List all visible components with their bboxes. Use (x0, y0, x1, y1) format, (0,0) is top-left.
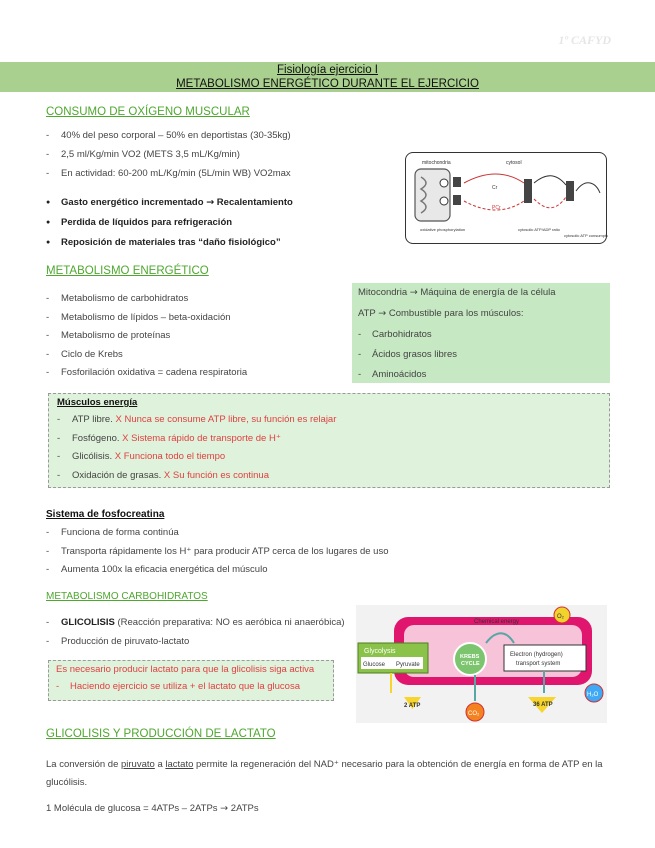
atp2-label: 2 ATP (404, 703, 421, 709)
list-item: - ATP libre. X Nunca se consume ATP libre, su función es relajar (57, 414, 609, 433)
phospho-list (46, 527, 388, 583)
list-item: - Transporta rápidamente los H⁺ para producir ATP cerca de los lugares de uso (46, 546, 388, 565)
co2-label: CO₂ (468, 711, 480, 717)
cyto-ck-block (524, 179, 532, 203)
energy-pathway-diagram (356, 605, 607, 723)
flux-arrow (576, 183, 600, 193)
arrow-icon: → (378, 308, 387, 319)
page-tag: 1º CAFYD (558, 33, 611, 47)
diagram-label-mito: mitochondria (422, 160, 451, 166)
list-item: - Carbohidratos (358, 329, 610, 349)
glyco-lactate-heading: GLICOLISIS Y PRODUCCIÓN DE LACTATO (46, 728, 276, 740)
krebs-label: KREBS (460, 654, 480, 660)
list-item: - Aminoácidos (358, 369, 610, 389)
glyco-paragraph: La conversión de piruvato a lactato permite la regeneración del NAD⁺ necesario para la obtención de energía en forma de ATP en la glucólisis. (46, 759, 603, 788)
mitochondria-panel (352, 283, 610, 383)
oxygen-bullets (46, 197, 293, 257)
oxygen-heading: CONSUMO DE OXÍGENO MUSCULAR (46, 106, 250, 118)
list-item: - En actividad: 60-200 mL/Kg/min (5L/min WB) VO2max (46, 168, 291, 187)
glucose-equation: 1 Molécula de glucosa = 4ATPs – 2ATPs → 2ATPs (46, 803, 259, 814)
lactate-box (48, 660, 334, 701)
fuel-list (358, 329, 610, 389)
shuttle-diagram-svg (406, 153, 608, 245)
list-item: - GLICOLISIS (Reacción preparativa: NO es aeróbica ni anaeróbica) (46, 617, 345, 636)
list-item: - Metabolismo de lípidos – beta-oxidación (46, 312, 247, 331)
pcr-label: PCr (492, 205, 501, 211)
title-band (0, 62, 655, 92)
list-item: - Ácidos grasos libres (358, 349, 610, 369)
caption-consumption: cytosolic ATP consumption (564, 233, 608, 238)
metabolism-list (46, 293, 247, 386)
list-item: - Fosfógeno. X Sistema rápido de transporte de H⁺ (57, 433, 609, 452)
atp36-label: 36 ATP (533, 702, 553, 708)
list-item: - Metabolismo de carbohidratos (46, 293, 247, 312)
phospho-heading: Sistema de fosfocreatina (46, 509, 165, 520)
muscles-energy-box (48, 393, 610, 488)
carrier-circle (440, 179, 448, 187)
list-item: - Ciclo de Krebs (46, 349, 247, 368)
cycle-label: CYCLE (461, 661, 480, 667)
chemical-energy-label: Chemical energy (474, 619, 520, 625)
title-line-1: Fisiología ejercicio I (277, 64, 378, 76)
oxygen-list (46, 130, 291, 187)
mito-line-2: ATP → Combustible para los músculos: (358, 308, 524, 319)
list-item: - Fosforilación oxidativa = cadena respiratoria (46, 367, 247, 386)
title-line-2: METABOLISMO ENERGÉTICO DURANTE EL EJERCICIO (176, 78, 479, 90)
carrier-circle (440, 197, 448, 205)
lactate-line-1: Es necesario producir lactato para que la glicolisis siga activa (56, 664, 315, 675)
caption-oxphos: oxidative phosphorylation (420, 227, 466, 232)
etc-box (504, 645, 586, 671)
list-item: - Aumenta 100x la eficacia energética del músculo (46, 564, 388, 583)
pathway-svg (356, 605, 607, 723)
atpase-block (566, 181, 574, 201)
list-item: - 40% del peso corporal – 50% en deportistas (30-35kg) (46, 130, 291, 149)
flux-arrow (534, 176, 566, 185)
list-item: - Producción de piruvato-lactato (46, 636, 345, 655)
carbs-heading: METABOLISMO CARBOHIDRATOS (46, 591, 208, 602)
glucose-label: Glucose (363, 662, 386, 668)
atp-pcr-shuttle-diagram (405, 152, 607, 244)
mito-ck-block (453, 195, 461, 205)
caption-ratio: cytosolic ATP/ADP ratio (518, 227, 560, 232)
list-item: - Glicólisis. X Funciona todo el tiempo (57, 451, 609, 470)
carbs-list (46, 617, 345, 655)
bullet-item: ● Gasto energético incrementado → Recalentamiento (46, 197, 293, 217)
list-item: - Oxidación de grasas. X Su función es continua (57, 470, 609, 489)
arrow-icon: → (409, 287, 418, 298)
list-item: - Metabolismo de proteínas (46, 330, 247, 349)
list-item: - Funciona de forma continúa (46, 527, 388, 546)
etc-label-2: transport system (516, 661, 561, 667)
muscles-energy-list (57, 414, 609, 488)
glycolysis-label: Glycolysis (364, 648, 396, 655)
o2-label: O₂ (557, 614, 564, 620)
pyruvate-label: Pyruvate (396, 662, 420, 668)
muscles-energy-heading: Músculos energía (57, 397, 138, 408)
lactate-line-2: - Haciendo ejercicio se utiliza + el lactato que la glucosa (56, 681, 333, 692)
metabolism-heading: METABOLISMO ENERGÉTICO (46, 265, 209, 277)
diagram-label-cytosol: cytosol (506, 160, 522, 166)
h2o-label: H₂O (587, 692, 599, 698)
bullet-item: ● Reposición de materiales tras “daño fisiológico” (46, 237, 293, 257)
bullet-item: ● Perdida de líquidos para refrigeración (46, 217, 293, 237)
flux-arrow (534, 197, 566, 208)
mitochondrion-shape (415, 169, 450, 221)
mito-ck-block (453, 177, 461, 187)
mito-line-1: Mitocondria → Máquina de energía de la célula (358, 287, 556, 298)
list-item: - 2,5 ml/Kg/min VO2 (METS 3,5 mL/Kg/min) (46, 149, 291, 168)
flux-arrow (464, 174, 524, 183)
arrow-icon: → (220, 803, 229, 814)
cr-label: Cr (492, 185, 498, 191)
etc-label-1: Electron (hydrogen) (510, 652, 563, 658)
arrow-icon: → (206, 197, 215, 208)
